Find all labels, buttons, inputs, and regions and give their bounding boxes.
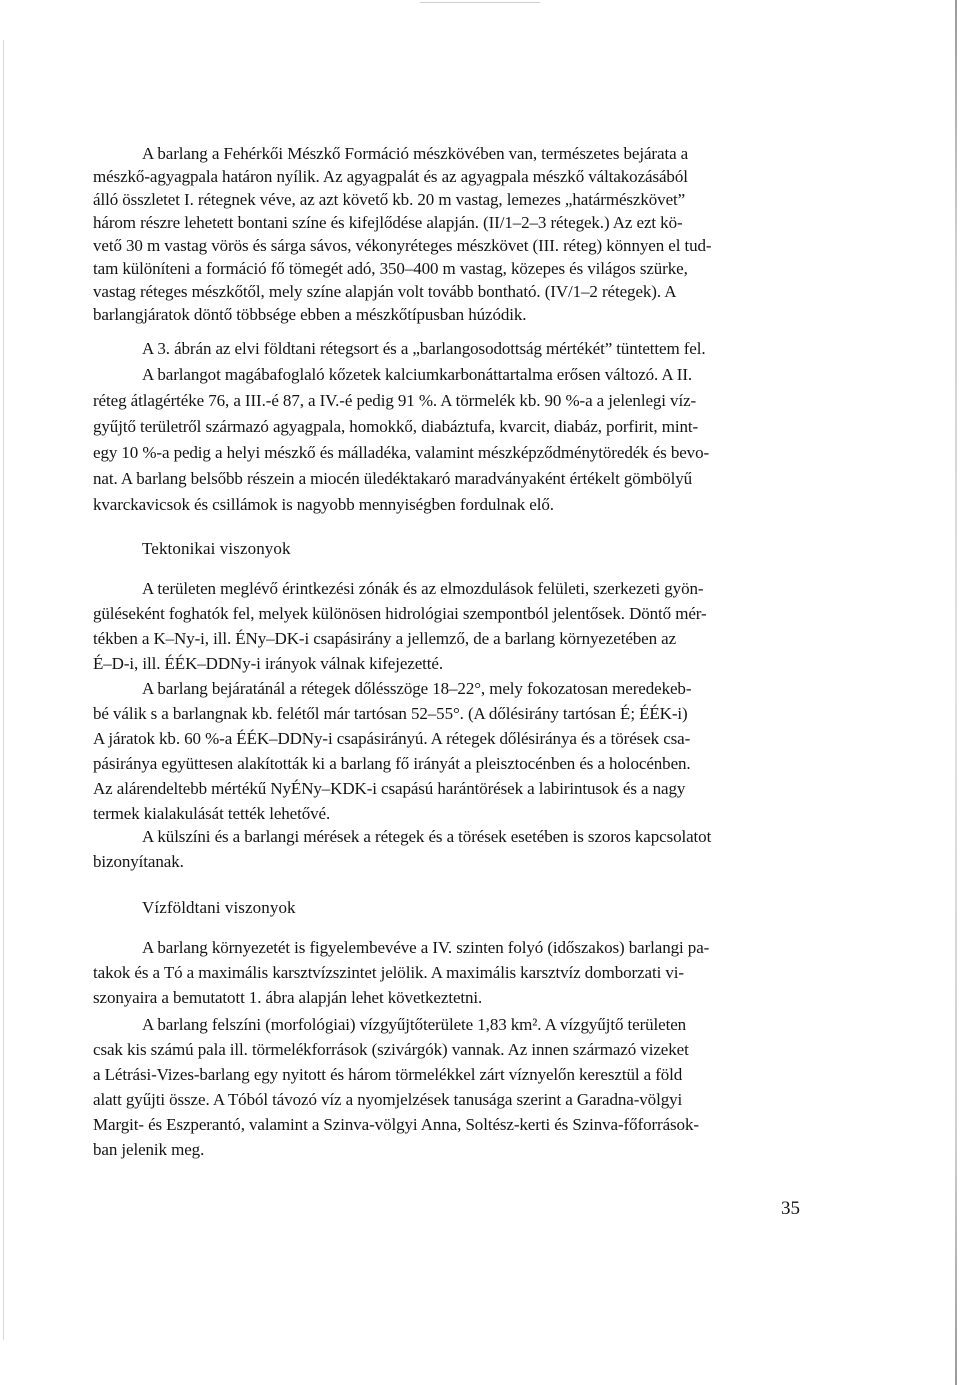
paragraph-1-line: barlangjáratok döntő többsége ebben a mészkőtípusban húzódik.: [93, 305, 527, 324]
paragraph-1-line: három részre lehetett bontani színe és kifejlődése alapján. (II/1–2–3 rétegek.) Az ezt kö-: [93, 213, 683, 232]
paragraph-3-line: É–D-i, ill. ÉÉK–DDNy-i irányok válnak kifejezetté.: [93, 654, 443, 673]
scan-edge-right: [955, 0, 957, 1385]
paragraph-1-line: tam különíteni a formáció fő tömegét adó, 350–400 m vastag, közepes és világos szürke,: [93, 259, 688, 278]
paragraph-3-line: güléseként foghatók fel, melyek különösen hidrológiai szempontból jelentősek. Döntő mér-: [93, 604, 707, 623]
page-number: 35: [781, 1198, 800, 1219]
paragraph-7-line: A barlang felszíni (morfológiai) vízgyűjtőterülete 1,83 km². A vízgyűjtő területen: [142, 1015, 687, 1034]
paragraph-1-line: A barlang a Fehérkői Mészkő Formáció mészkövében van, természetes bejárata a: [142, 144, 689, 163]
paragraph-1-line: mészkő-agyagpala határon nyílik. Az agyagpalát és az agyagpala mészkő váltakozásából: [93, 167, 688, 186]
paragraph-3-line: tékben a K–Ny-i, ill. ÉNy–DK-i csapásirány a jellemző, de a barlang környezetében az: [93, 629, 677, 648]
scan-edge-left: [3, 40, 4, 1340]
paragraph-4-line: bé válik s a barlangnak kb. felétől már tartósan 52–55°. (A dőlésirány tartósan É; ÉÉK-i): [93, 704, 688, 723]
paragraph-4-line: A barlang bejáratánál a rétegek dőlésszöge 18–22°, mely fokozatosan meredekeb-: [142, 679, 692, 698]
paragraph-2-line: nat. A barlang belsőbb részein a miocén üledéktakaró maradványaként értékelt gömbölyű: [93, 469, 693, 488]
section-heading-tectonics: Tektonikai viszonyok: [142, 539, 291, 558]
paragraph-7-line: csak kis számú pala ill. törmelékforrások (szivárgók) vannak. Az innen származó vizeket: [93, 1040, 689, 1059]
scan-edge-top: [420, 2, 540, 3]
section-heading-hydrogeology: Vízföldtani viszonyok: [142, 898, 296, 917]
paragraph-1-line: vastag réteges mészkőtől, mely színe alapján volt tovább bontható. (IV/1–2 rétegek). A: [93, 282, 677, 301]
paragraph-4-line: Az alárendeltebb mértékű NyÉNy–KDK-i csapású harántörések a labirintusok és a nagy: [93, 779, 686, 798]
paragraph-7-line: alatt gyűjti össze. A Tóból távozó víz a nyomjelzések tanusága szerint a Garadna-völgyi: [93, 1090, 683, 1109]
paragraph-1-line: álló összletet I. rétegnek véve, az azt követő kb. 20 m vastag, lemezes „határmészkövet”: [93, 190, 686, 209]
paragraph-2-line: egy 10 %-a pedig a helyi mészkő és málladéka, valamint mészképződménytöredék és bevo-: [93, 443, 710, 462]
paragraph-7-line: a Létrási-Vizes-barlang egy nyitott és három törmelékkel zárt víznyelőn keresztül a föld: [93, 1065, 683, 1084]
paragraph-6-line: szonyaira a bemutatott 1. ábra alapján lehet következtetni.: [93, 988, 483, 1007]
paragraph-1-line: vető 30 m vastag vörös és sárga sávos, vékonyréteges mészkövet (III. réteg) könnyen el tud-: [93, 236, 712, 255]
paragraph-4-line: pásiránya együttesen alakították ki a barlang fő irányát a pleisztocénben és a holocénben.: [93, 754, 691, 773]
paragraph-5-line: A külszíni és a barlangi mérések a rétegek és a törések esetében is szoros kapcsolatot: [142, 827, 712, 846]
paragraph-7-line: ban jelenik meg.: [93, 1140, 205, 1159]
paragraph-2-line: A barlangot magábafoglaló kőzetek kalciumkarbonáttartalma erősen változó. A II.: [142, 365, 693, 384]
paragraph-4-line: A járatok kb. 60 %-a ÉÉK–DDNy-i csapásirányú. A rétegek dőlésiránya és a törések csa-: [93, 729, 691, 748]
paragraph-2-line: A 3. ábrán az elvi földtani rétegsort és a „barlangosodottság mértékét” tüntettem fel.: [142, 339, 706, 358]
paragraph-2-line: gyűjtő területről származó agyagpala, homokkő, diabáztufa, kvarcit, diabáz, porfirit, mint-: [93, 417, 699, 436]
paragraph-6-line: A barlang környezetét is figyelembevéve a IV. szinten folyó (időszakos) barlangi pa-: [142, 938, 710, 957]
paragraph-4-line: termek kialakulását tették lehetővé.: [93, 804, 331, 823]
paragraph-7-line: Margit- és Eszperantó, valamint a Szinva-völgyi Anna, Soltész-kerti és Szinva-főforrások-: [93, 1115, 699, 1134]
paragraph-6-line: takok és a Tó a maximális karsztvízszintet jelölik. A maximális karsztvíz domborzati vi-: [93, 963, 684, 982]
paragraph-2-line: kvarckavicsok és csillámok is nagyobb mennyiségben fordulnak elő.: [93, 495, 554, 514]
paragraph-3-line: A területen meglévő érintkezési zónák és az elmozdulások felületi, szerkezeti gyön-: [142, 579, 704, 598]
paragraph-2-line: réteg átlagértéke 76, a III.-é 87, a IV.-é pedig 91 %. A törmelék kb. 90 %-a a jelenlegi víz-: [93, 391, 697, 410]
paragraph-5-line: bizonyítanak.: [93, 852, 184, 871]
